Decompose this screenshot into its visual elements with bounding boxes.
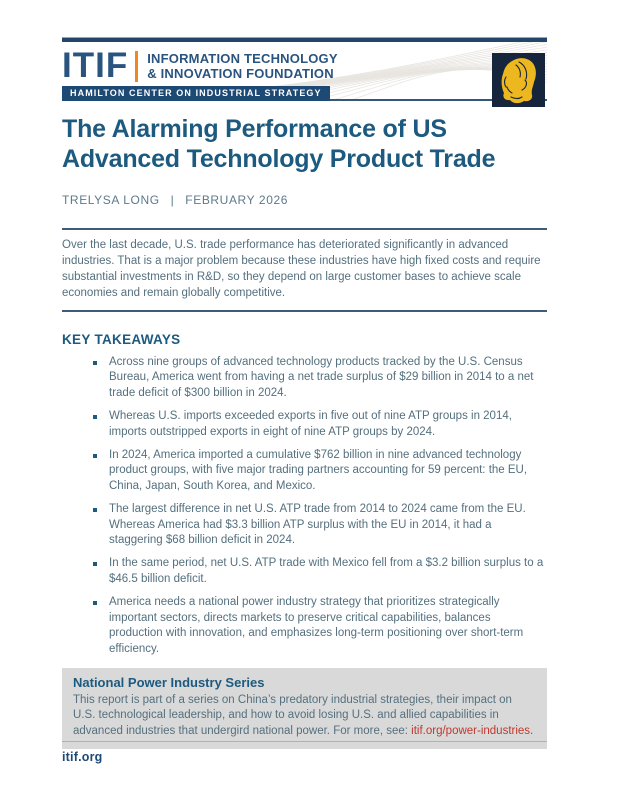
org-name-line2: & INNOVATION FOUNDATION: [147, 66, 334, 81]
list-item: [93, 502, 547, 548]
bullet-icon: [93, 415, 97, 419]
header: [62, 42, 547, 101]
itif-logo: [62, 46, 338, 85]
bullet-icon: [93, 562, 97, 566]
itif-logotype: ITIF: [62, 46, 129, 85]
takeaway-text: In 2024, America imported a cumulative $762 billion in nine advanced technology product groups, with five major trading partners accounting for 59 percent: the EU, China, Japan, South Korea, and Mexico.: [109, 449, 528, 492]
list-item: [93, 595, 547, 657]
takeaway-text: Whereas U.S. imports exceeded exports in five out of nine ATP groups in 2014, imports outstripped exports in eight of nine ATP groups by 2024.: [109, 410, 512, 438]
bullet-icon: [93, 454, 97, 458]
byline-author: TRELYSA LONG: [62, 193, 160, 207]
title-line2: Advanced Technology Product Trade: [62, 145, 496, 173]
intro-paragraph: Over the last decade, U.S. trade performance has deteriorated significantly in advanced industries. That is a major problem because these industries have high fixed costs and require substantial investments in R&D, so they depend on large customer bases to achieve scale economies and remain globally competitive.: [62, 239, 541, 299]
footer: [62, 741, 547, 764]
page-title: [62, 114, 547, 174]
list-item: [93, 556, 547, 587]
org-name: [147, 51, 337, 81]
key-takeaways-list: [62, 355, 547, 657]
hamilton-center-banner: HAMILTON CENTER ON INDUSTRIAL STRATEGY: [62, 86, 330, 101]
byline-date: FEBRUARY 2026: [185, 193, 289, 207]
org-name-line1: INFORMATION TECHNOLOGY: [147, 51, 338, 66]
series-box-text-body: This report is part of a series on China’s predatory industrial strategies, their impact on U.S. technological leadership, and how to avoid losing U.S. and allied capabilities in advanced industries that undergird national power. For more, see:: [73, 693, 512, 737]
hamilton-portrait-icon: [492, 53, 545, 107]
byline: [62, 193, 547, 207]
takeaway-text: Across nine groups of advanced technology products tracked by the U.S. Census Bureau, America went from having a net trade surplus of $29 billion in 2014 to a net trade deficit of $300 billion in 2024.: [109, 356, 534, 399]
takeaway-text: In the same period, net U.S. ATP trade with Mexico fell from a $3.2 billion surplus to a $46.5 billion deficit.: [109, 557, 544, 585]
series-info-box: [62, 668, 547, 750]
bullet-icon: [93, 508, 97, 512]
title-line1: The Alarming Performance of US: [62, 115, 447, 143]
byline-separator: |: [170, 193, 175, 207]
footer-site-label: itif.org: [62, 750, 103, 764]
bullet-icon: [93, 601, 97, 605]
list-item: [93, 409, 547, 440]
list-item: [93, 448, 547, 494]
series-box-heading: National Power Industry Series: [73, 674, 265, 690]
takeaway-text: America needs a national power industry strategy that prioritizes strategically important sectors, directs markets to preserve critical capabilities, balances production with innovation, and emphasizes long-term positioning over short-term efficiency.: [109, 596, 524, 655]
key-takeaways-heading: KEY TAKEAWAYS: [62, 332, 181, 347]
bullet-icon: [93, 361, 97, 365]
takeaway-text: The largest difference in net U.S. ATP trade from 2014 to 2024 came from the EU. Whereas America had $3.3 billion ATP surplus with the EU in 2014, it had a staggering $68 billion deficit in 2024.: [109, 503, 526, 547]
series-box-text: [73, 693, 535, 740]
intro-block: [62, 228, 547, 312]
list-item: [93, 355, 547, 401]
logo-divider-bar: [135, 51, 138, 82]
power-industries-link[interactable]: itif.org/power-industries.: [411, 724, 534, 737]
main-content: [62, 101, 547, 749]
